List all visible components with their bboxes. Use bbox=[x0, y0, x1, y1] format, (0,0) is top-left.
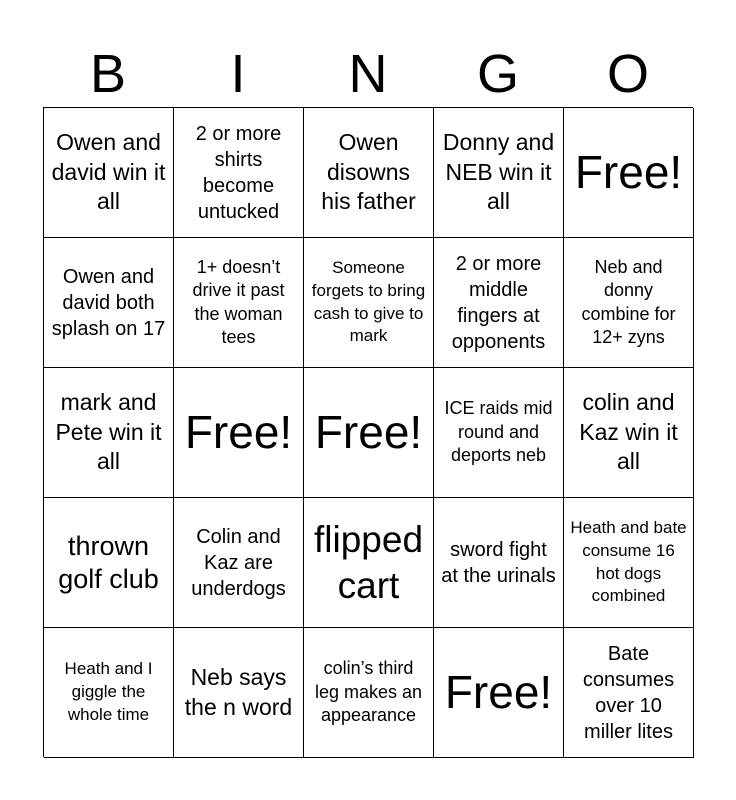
cell-text: sword fight at the urinals bbox=[441, 538, 556, 587]
bingo-grid bbox=[43, 107, 693, 757]
bingo-cell-r2-c5[interactable] bbox=[564, 238, 694, 368]
bingo-cell-r5-c1[interactable] bbox=[44, 628, 174, 758]
bingo-cell-r2-c4[interactable] bbox=[434, 238, 564, 368]
cell-text: Neb and donny combine for 12+ zyns bbox=[581, 256, 676, 347]
header-letter-g: G bbox=[476, 44, 519, 104]
cell-text: colin and Kaz win it all bbox=[579, 388, 678, 475]
bingo-cell-r1-c1[interactable] bbox=[44, 108, 174, 238]
cell-text: Heath and bate consume 16 hot dogs combined bbox=[570, 517, 687, 606]
bingo-cell-r2-c3[interactable] bbox=[304, 238, 434, 368]
cell-text: colin’s third leg makes an appearance bbox=[314, 658, 423, 726]
bingo-cell-r1-c3[interactable] bbox=[304, 108, 434, 238]
cell-text: Bate consumes over 10 miller lites bbox=[582, 642, 675, 743]
bingo-cell-r5-c4-free[interactable] bbox=[434, 628, 564, 758]
header-letter-b: B bbox=[89, 44, 127, 104]
cell-text: Neb says the n word bbox=[184, 663, 293, 720]
bingo-cell-r4-c5[interactable] bbox=[564, 498, 694, 628]
cell-text: flipped cart bbox=[313, 519, 424, 606]
bingo-cell-r1-c4[interactable] bbox=[434, 108, 564, 238]
bingo-cell-r5-c2[interactable] bbox=[174, 628, 304, 758]
bingo-cell-r4-c2[interactable] bbox=[174, 498, 304, 628]
bingo-cell-r5-c3[interactable] bbox=[304, 628, 434, 758]
cell-text: Someone forgets to bring cash to give to mark bbox=[311, 257, 426, 346]
cell-text: Owen disowns his father bbox=[321, 128, 416, 215]
bingo-cell-r4-c4[interactable] bbox=[434, 498, 564, 628]
bingo-cell-r3-c2-free[interactable] bbox=[174, 368, 304, 498]
cell-text: 2 or more middle fingers at opponents bbox=[451, 252, 546, 353]
bingo-cell-r3-c4[interactable] bbox=[434, 368, 564, 498]
bingo-cell-r1-c5-free[interactable] bbox=[564, 108, 694, 238]
cell-text: thrown golf club bbox=[58, 530, 159, 594]
free-space-text: Free! bbox=[184, 406, 293, 459]
cell-text: 2 or more shirts become untucked bbox=[195, 122, 282, 223]
cell-text: Donny and NEB win it all bbox=[442, 128, 555, 215]
free-space-text: Free! bbox=[574, 146, 683, 199]
bingo-cell-r3-c1[interactable] bbox=[44, 368, 174, 498]
free-space-text: Free! bbox=[314, 406, 423, 459]
cell-text: Owen and david both splash on 17 bbox=[51, 265, 166, 340]
bingo-cell-r3-c5[interactable] bbox=[564, 368, 694, 498]
cell-text: mark and Pete win it all bbox=[55, 388, 162, 475]
header-letter-o: O bbox=[606, 44, 649, 104]
bingo-cell-r4-c3[interactable] bbox=[304, 498, 434, 628]
bingo-cell-r5-c5[interactable] bbox=[564, 628, 694, 758]
cell-text: 1+ doesn’t drive it past the woman tees bbox=[192, 256, 285, 347]
bingo-cell-r1-c2[interactable] bbox=[174, 108, 304, 238]
cell-text: Heath and I giggle the whole time bbox=[64, 659, 153, 724]
cell-text: ICE raids mid round and deports neb bbox=[444, 398, 553, 466]
cell-text: Owen and david win it all bbox=[51, 128, 166, 215]
header-letter-i: I bbox=[230, 44, 246, 104]
bingo-header bbox=[43, 40, 693, 108]
bingo-cell-r3-c3-free[interactable] bbox=[304, 368, 434, 498]
header-letter-n: N bbox=[348, 44, 388, 104]
bingo-cell-r2-c2[interactable] bbox=[174, 238, 304, 368]
bingo-cell-r2-c1[interactable] bbox=[44, 238, 174, 368]
bingo-cell-r4-c1[interactable] bbox=[44, 498, 174, 628]
free-space-text: Free! bbox=[444, 666, 553, 719]
cell-text: Colin and Kaz are underdogs bbox=[191, 525, 286, 600]
